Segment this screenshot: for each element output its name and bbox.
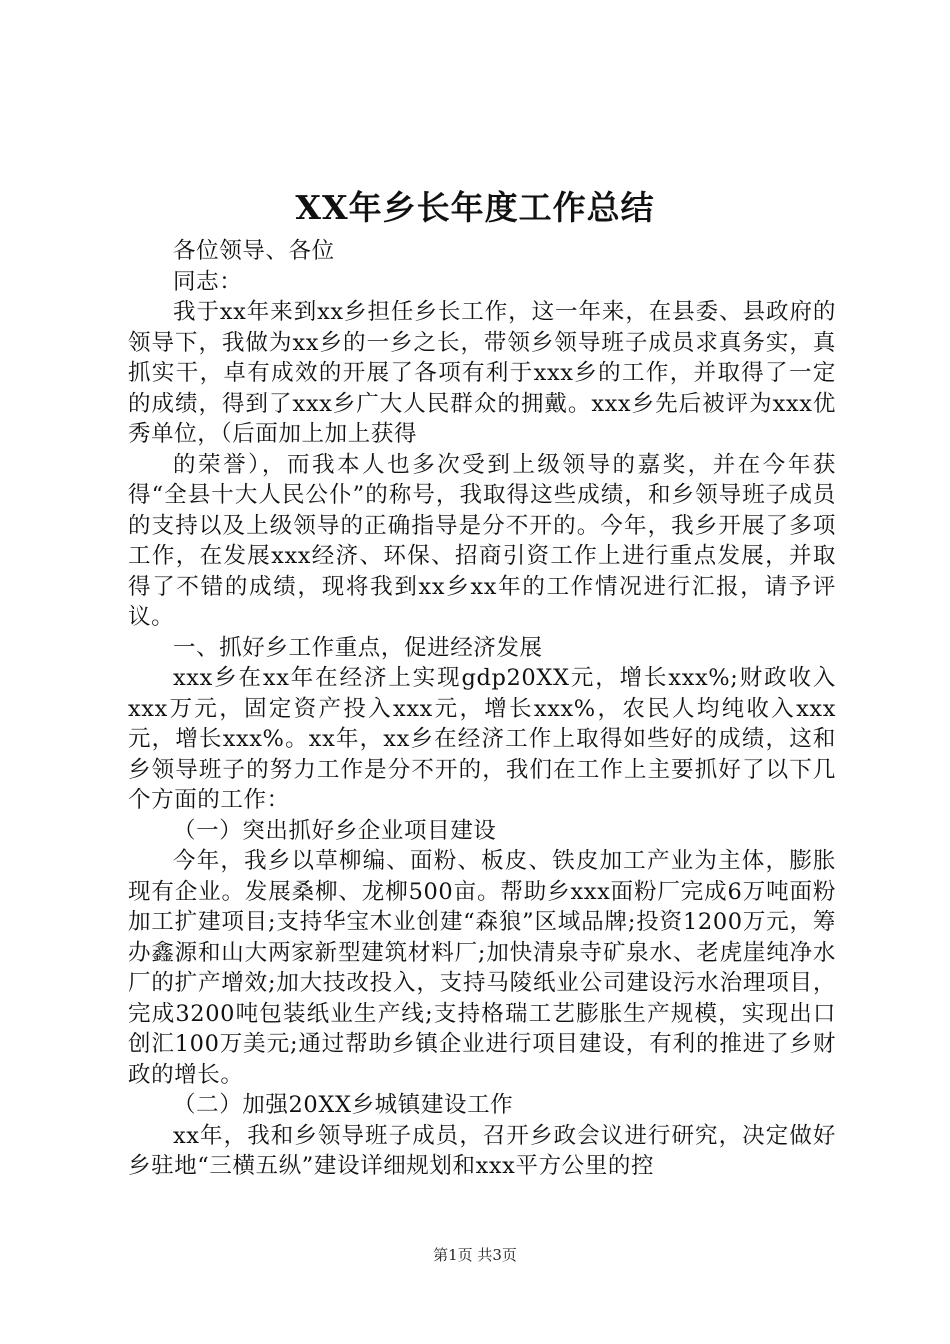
document-body	[128, 236, 836, 1182]
salutation-line-2: 同志：	[173, 268, 243, 295]
economy-paragraph: xxx乡在xx年在经济上实现gdp20XX元，增长xxx%;财政收入xxx万元，固定资产投入xxx元，增长xxx%，农民人均纯收入xxx元，增长xxx%。xx年，xx乡在经济工作上取得如些好的成绩，这和乡领导班子的努力工作是分不开的，我们在工作上主要抓好了以下几个方面的工作：	[128, 665, 836, 813]
achievements-paragraph: 的荣誉），而我本人也多次受到上级领导的嘉奖，并在今年获得“全县十大人民公仆”的称号，我取得这些成绩，和乡领导班子成员的支持以及上级领导的正确指导是分不开的。今年，我乡开展了多项工作，在发展xxx经济、环保、招商引资工作上进行重点发展，并取得了不错的成绩，现将我到xx乡xx年的工作情况进行汇报，请予评议。	[128, 451, 836, 630]
intro-paragraph: 我于xx年来到xx乡担任乡长工作，这一年来，在县委、县政府的领导下，我做为xx乡的一乡之长，带领乡领导班子成员求真务实，真抓实干，卓有成效的开展了各项有利于xxx乡的工作，并取得了一定的成绩，得到了xxx乡广大人民群众的拥戴。xxx乡先后被评为xxx优秀单位，（后面加上加上获得	[128, 299, 836, 447]
town-construction-paragraph: xx年，我和乡领导班子成员，召开乡政会议进行研究，决定做好乡驻地“三横五纵”建设详细规划和xxx平方公里的控	[128, 1122, 836, 1179]
enterprise-paragraph: 今年，我乡以草柳编、面粉、板皮、铁皮加工产业为主体，膨胀现有企业。发展桑柳、龙柳500亩。帮助乡xxx面粉厂完成6万吨面粉加工扩建项目;支持华宝木业创建“森狼”区域品牌;投资1200万元，筹办鑫源和山大两家新型建筑材料厂;加快清泉寺矿泉水、老虎崖纯净水厂的扩产增效;加大技改投入，支持马陵纸业公司建设污水治理项目，完成3200吨包装纸业生产线;支持格瑞工艺膨胀生产规模，实现出口创汇100万美元;通过帮助乡镇企业进行项目建设，有利的推进了乡财政的增长。	[128, 848, 836, 1088]
salutation-line-1: 各位领导、各位	[173, 238, 335, 264]
subsection-heading-1: （一）突出抓好乡企业项目建设	[173, 817, 497, 844]
document-title: XX年乡长年度工作总结	[295, 188, 655, 227]
page-number-footer: 第1页 共3页	[433, 1246, 517, 1264]
subsection-heading-2: （二）加强20XX乡城镇建设工作	[173, 1092, 514, 1118]
section-heading-1: 一、抓好乡工作重点，促进经济发展	[173, 634, 543, 661]
